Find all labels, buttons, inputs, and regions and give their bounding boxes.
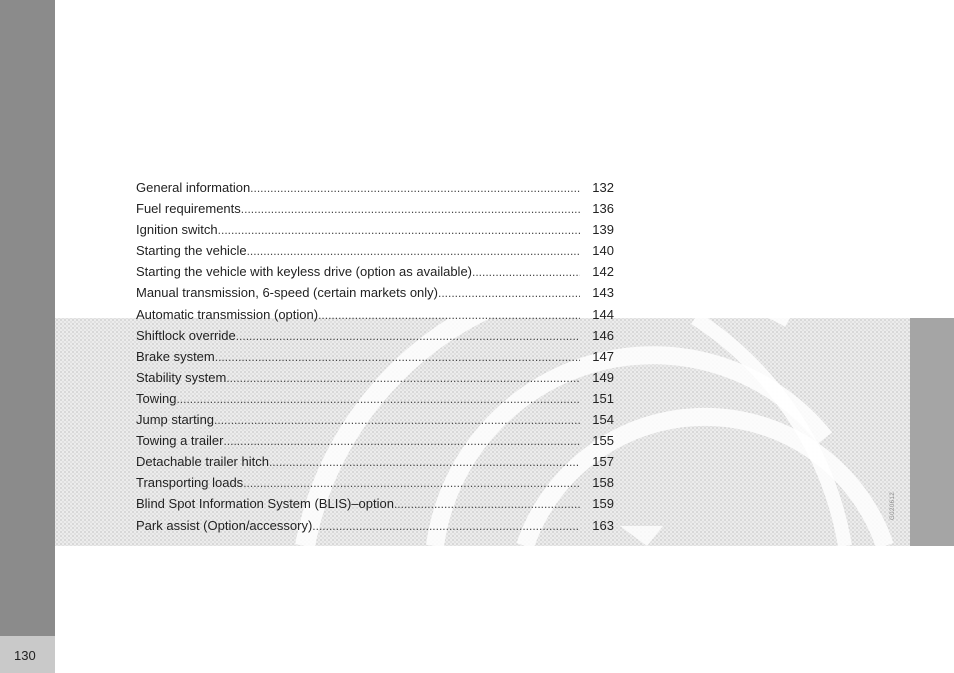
toc-dot-leader xyxy=(438,286,580,300)
toc-entry[interactable] xyxy=(136,518,614,539)
toc-entry[interactable] xyxy=(136,433,614,454)
toc-entry-title: Towing a trailer xyxy=(136,433,224,449)
toc-entry-page: 143 xyxy=(592,285,614,301)
toc-entry-page: 154 xyxy=(592,412,614,428)
toc-dot-leader xyxy=(176,392,580,406)
right-chapter-tab xyxy=(910,318,954,546)
toc-entry[interactable] xyxy=(136,222,614,243)
toc-dot-leader xyxy=(215,350,580,364)
toc-dot-leader xyxy=(394,497,580,511)
toc-entry[interactable] xyxy=(136,391,614,412)
toc-entry-title: Detachable trailer hitch xyxy=(136,454,269,470)
toc-entry-page: 132 xyxy=(592,180,614,195)
toc-entry-page: 139 xyxy=(592,222,614,238)
toc-entry-title: Automatic transmission (option) xyxy=(136,306,319,322)
toc-dot-leader xyxy=(226,371,580,385)
toc-entry-title: Transporting loads xyxy=(136,475,244,491)
toc-entry[interactable] xyxy=(136,328,614,349)
toc-entry-title: Towing xyxy=(136,390,177,406)
toc-entry-title: Shiftlock override xyxy=(136,327,236,343)
toc-entry-page: 158 xyxy=(592,475,614,491)
toc-entry-page: 155 xyxy=(592,433,614,449)
toc-dot-leader xyxy=(214,413,580,427)
toc-entry-title: Starting the vehicle with keyless drive (option as available) xyxy=(136,264,473,280)
toc-dot-leader xyxy=(269,455,580,469)
toc-entry-page: 146 xyxy=(592,327,614,343)
toc-dot-leader xyxy=(241,202,580,216)
toc-entry-title: Fuel requirements xyxy=(136,201,241,217)
toc-dot-leader xyxy=(223,434,580,448)
toc-entry-title: Ignition switch xyxy=(136,222,218,238)
toc-entry[interactable] xyxy=(136,285,614,306)
toc-entry[interactable] xyxy=(136,349,614,370)
toc-entry[interactable] xyxy=(136,264,614,285)
toc-entry-title: General information xyxy=(136,180,251,195)
image-code: G020612 xyxy=(890,491,896,520)
toc-entry-page: 144 xyxy=(592,306,614,322)
toc-entry-page: 142 xyxy=(592,264,614,280)
toc-entry-page: 151 xyxy=(592,390,614,406)
toc-entry[interactable] xyxy=(136,243,614,264)
toc-entry[interactable] xyxy=(136,180,614,201)
page-number: 130 xyxy=(14,648,36,663)
toc-entry[interactable] xyxy=(136,454,614,475)
toc-entry-title: Stability system xyxy=(136,369,227,385)
toc-entry-page: 159 xyxy=(592,496,614,512)
toc-entry[interactable] xyxy=(136,370,614,391)
toc-entry[interactable] xyxy=(136,201,614,222)
toc-entry-title: Brake system xyxy=(136,348,215,364)
toc-entry-title: Manual transmission, 6-speed (certain markets only) xyxy=(136,285,439,301)
toc-entry-page: 157 xyxy=(592,454,614,470)
toc-entry-title: Jump starting xyxy=(136,412,215,428)
toc-entry[interactable] xyxy=(136,307,614,328)
toc-dot-leader xyxy=(250,181,580,195)
toc-dot-leader xyxy=(472,265,580,279)
left-chapter-band xyxy=(0,0,55,673)
toc-dot-leader xyxy=(247,244,580,258)
toc-entry-title: Blind Spot Information System (BLIS)–option xyxy=(136,496,394,512)
toc-entry[interactable] xyxy=(136,412,614,433)
toc-entry-title: Starting the vehicle xyxy=(136,243,247,259)
toc-dot-leader xyxy=(236,329,580,343)
toc-dot-leader xyxy=(318,308,580,322)
toc-entry[interactable] xyxy=(136,475,614,496)
toc-dot-leader xyxy=(312,519,580,533)
toc-entry-page: 136 xyxy=(592,201,614,217)
toc-dot-leader xyxy=(218,223,580,237)
toc-entry-page: 163 xyxy=(592,517,614,533)
toc-dot-leader xyxy=(243,476,580,490)
toc-entry-title: Park assist (Option/accessory) xyxy=(136,517,313,533)
toc-entry[interactable] xyxy=(136,496,614,517)
table-of-contents xyxy=(136,180,614,539)
toc-entry-page: 149 xyxy=(592,369,614,385)
toc-entry-page: 147 xyxy=(592,348,614,364)
toc-entry-page: 140 xyxy=(592,243,614,259)
